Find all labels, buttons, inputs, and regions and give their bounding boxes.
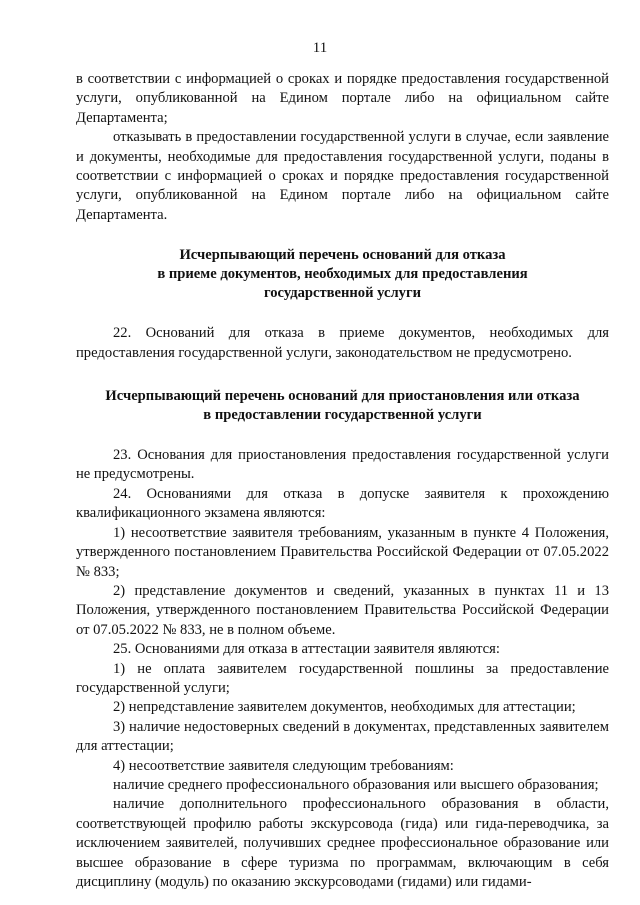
paragraph-24: 24. Основаниями для отказа в допуске заявителя к прохождению квалификационного экзамена являются:	[76, 485, 609, 522]
list-item: 4) несоответствие заявителя следующим требованиям:	[113, 757, 454, 774]
list-item: 2) представление документов и сведений, указанных в пунктах 11 и 13 Положения, утвержденного постановлением Правительства Российской Федерации от 07.05.2022 № 833, не в полном объеме.	[76, 582, 609, 638]
heading-line: в предоставлении государственной услуги	[203, 407, 482, 424]
document-body	[76, 70, 609, 892]
sub-item: наличие дополнительного профессионального образования в области, соответствующей профилю работы экскурсовода (гида) или гида-переводчика, за исключением заявителей, получивших среднее профессиональное образование или высшее образование в сфере туризма по программам, включающим в себя дисциплину (модуль) по оказанию экскурсоводами (гидами) или гидами-	[76, 796, 609, 890]
paragraph-23: 23. Основания для приостановления предоставления государственной услуги не предусмотрены.	[76, 447, 609, 483]
list-item: 3) наличие недостоверных сведений в документах, представленных заявителем для аттестации;	[76, 718, 609, 755]
list-item: 2) непредставление заявителем документов, необходимых для аттестации;	[113, 699, 576, 716]
page-number: 11	[312, 40, 328, 56]
paragraph: отказывать в предоставлении государственной услуги в случае, если заявление и документы, необходимые для предоставления государственной услуги, поданы в соответствии с информацией о сроках и порядке предоставления государственной услуги, опубликованной на Едином портале либо на официальном сайте Департамента.	[76, 129, 609, 223]
section-heading-document-refusal	[76, 246, 609, 303]
sub-item: наличие среднего профессионального образования или высшего образования;	[113, 776, 599, 793]
paragraph: в соответствии с информацией о сроках и порядке предоставления государственной услуги, опубликованной на Едином портале либо на официальном сайте Департамента;	[76, 71, 609, 126]
heading-line: государственной услуги	[263, 285, 422, 302]
heading-line: в приеме документов, необходимых для предоставления	[157, 266, 528, 283]
heading-line: Исчерпывающий перечень оснований для отказа	[179, 247, 506, 264]
paragraph-22: 22. Оснований для отказа в приеме документов, необходимых для предоставления государственной услуги, законодательством не предусмотрено.	[76, 325, 609, 361]
heading-line: Исчерпывающий перечень оснований для приостановления или отказа	[105, 388, 580, 405]
section-heading-suspension-refusal	[76, 387, 609, 425]
list-item: 1) не оплата заявителем государственной пошлины за предоставление государственной услуги;	[76, 660, 609, 696]
list-item: 1) несоответствие заявителя требованиям, указанным в пункте 4 Положения, утвержденного постановлением Правительства Российской Федерации от 07.05.2022 № 833;	[76, 524, 609, 580]
paragraph-25: 25. Основаниями для отказа в аттестации заявителя являются:	[113, 641, 500, 658]
